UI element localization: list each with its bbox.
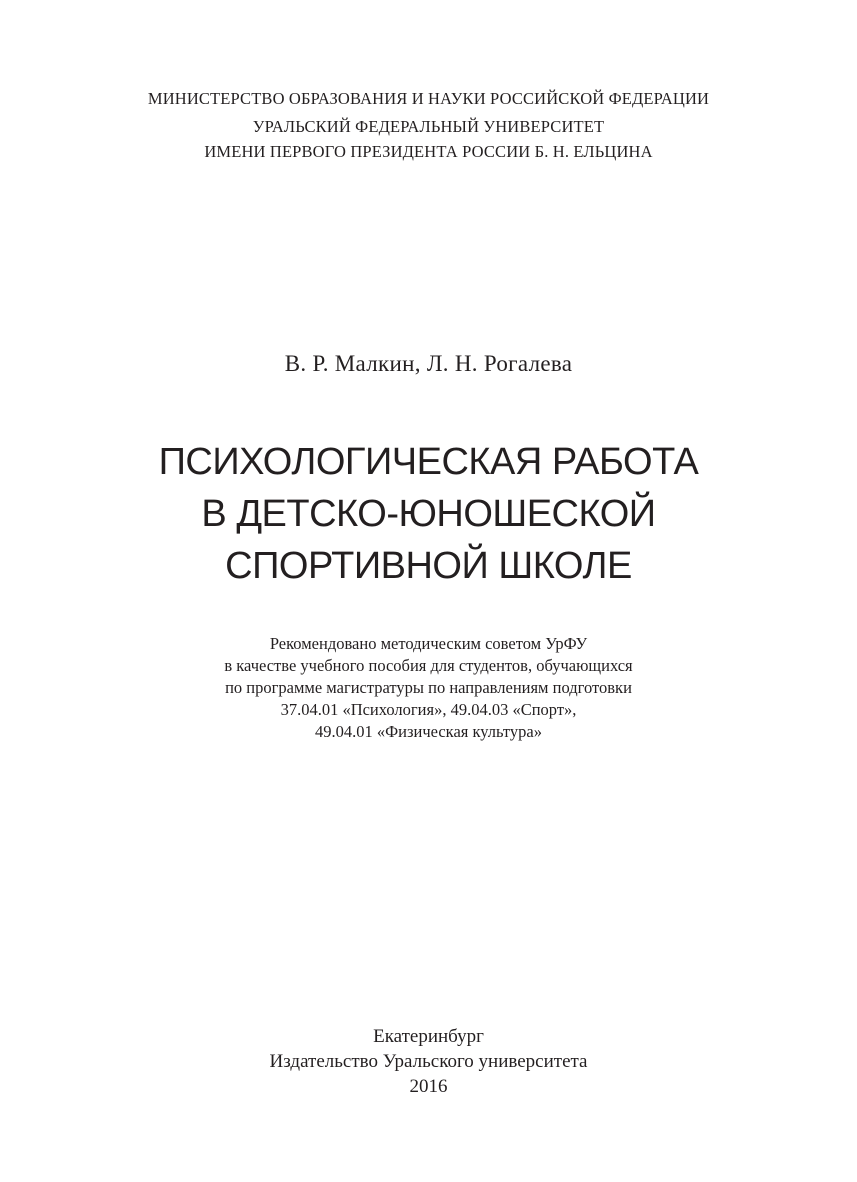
recommendation-line: 49.04.01 «Физическая культура» (314, 722, 542, 741)
recommendation-note (0, 633, 857, 743)
title-line: СПОРТИВНОЙ ШКОЛЕ (225, 545, 632, 587)
imprint-publisher: Издательство Уральского университета (269, 1051, 588, 1072)
title-line: В ДЕТСКО-ЮНОШЕСКОЙ (201, 493, 656, 535)
institution-header (0, 86, 857, 164)
university-line: УРАЛЬСКИЙ ФЕДЕРАЛЬНЫЙ УНИВЕРСИТЕТ (252, 117, 605, 136)
imprint-year: 2016 (409, 1076, 448, 1097)
imprint-city: Екатеринбург (373, 1026, 484, 1047)
authors-line: В. Р. Малкин, Л. Н. Рогалева (284, 351, 573, 376)
recommendation-line: 37.04.01 «Психология», 49.04.03 «Спорт», (280, 700, 577, 719)
recommendation-line: Рекомендовано методическим советом УрФУ (269, 634, 588, 653)
title-line: ПСИХОЛОГИЧЕСКАЯ РАБОТА (158, 441, 699, 483)
ministry-line: МИНИСТЕРСТВО ОБРАЗОВАНИЯ И НАУКИ РОССИЙСКОЙ ФЕДЕРАЦИИ (147, 89, 710, 108)
recommendation-line: в качестве учебного пособия для студентов, обучающихся (224, 656, 633, 675)
recommendation-line: по программе магистратуры по направлениям подготовки (225, 678, 632, 697)
university-name-line: ИМЕНИ ПЕРВОГО ПРЕЗИДЕНТА РОССИИ Б. Н. ЕЛЬЦИНА (204, 142, 653, 161)
imprint (0, 1024, 857, 1099)
book-title (0, 436, 857, 592)
authors (0, 349, 857, 379)
